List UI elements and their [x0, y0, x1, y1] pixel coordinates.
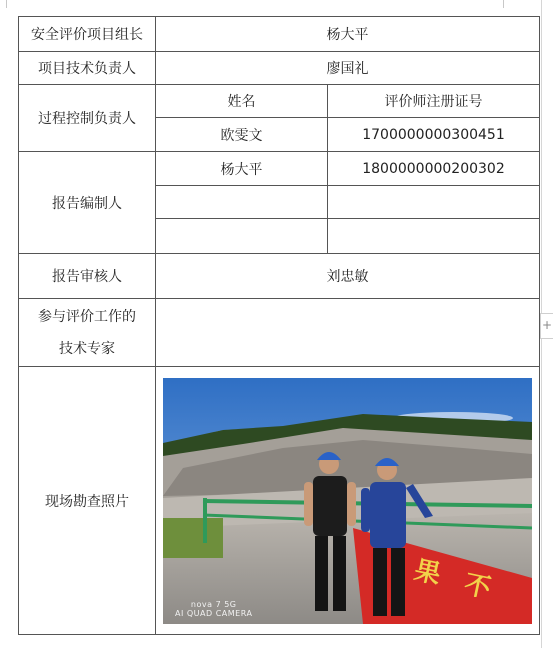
- row-project-leader: [19, 17, 540, 52]
- svg-text:不: 不: [461, 569, 494, 604]
- experts-label-line2: 技术专家: [59, 340, 115, 357]
- author-name: [156, 186, 328, 219]
- author-cert: [328, 186, 540, 219]
- leader-label: 安全评价项目组长: [19, 17, 156, 52]
- author-cert: [328, 219, 540, 254]
- row-experts: [19, 299, 540, 367]
- author-cert: 1800000000200302: [328, 152, 540, 186]
- site-photo-image: [163, 378, 532, 624]
- project-info-table: [18, 16, 540, 635]
- author-name: [156, 219, 328, 254]
- tech-lead-value: 廖国礼: [156, 52, 540, 85]
- author-name: 杨大平: [156, 152, 328, 186]
- svg-text:果: 果: [411, 555, 444, 590]
- camera-watermark: [175, 600, 252, 618]
- row-author-1: [19, 152, 540, 186]
- experts-value: [156, 299, 540, 367]
- reviewer-value: 刘忠敏: [156, 254, 540, 299]
- add-row-handle[interactable]: +: [540, 313, 553, 339]
- column-header-name: 姓名: [156, 85, 328, 118]
- reviewer-label: 报告审核人: [19, 254, 156, 299]
- process-control-label: 过程控制负责人: [19, 85, 156, 152]
- site-photo-cell: [156, 367, 540, 635]
- watermark-line-1: nova 7 5G: [190, 599, 237, 609]
- site-photo-label: 现场勘查照片: [19, 367, 156, 635]
- row-reviewer: [19, 254, 540, 299]
- page-corner-mark-left: [6, 0, 7, 8]
- site-inspection-photo: [163, 378, 532, 624]
- process-control-cert: 1700000000300451: [328, 118, 540, 152]
- row-tech-lead: [19, 52, 540, 85]
- row-process-control-header: [19, 85, 540, 118]
- process-control-name: 欧雯文: [156, 118, 328, 152]
- column-header-cert: 评价师注册证号: [328, 85, 540, 118]
- watermark-line-2: AI QUAD CAMERA: [175, 608, 253, 618]
- page-corner-mark-right: [503, 0, 504, 8]
- tech-lead-label: 项目技术负责人: [19, 52, 156, 85]
- leader-value: 杨大平: [156, 17, 540, 52]
- row-site-photo: [19, 367, 540, 635]
- experts-label-line1: 参与评价工作的: [38, 308, 136, 325]
- report-author-label: 报告编制人: [19, 152, 156, 254]
- experts-label: [19, 299, 156, 367]
